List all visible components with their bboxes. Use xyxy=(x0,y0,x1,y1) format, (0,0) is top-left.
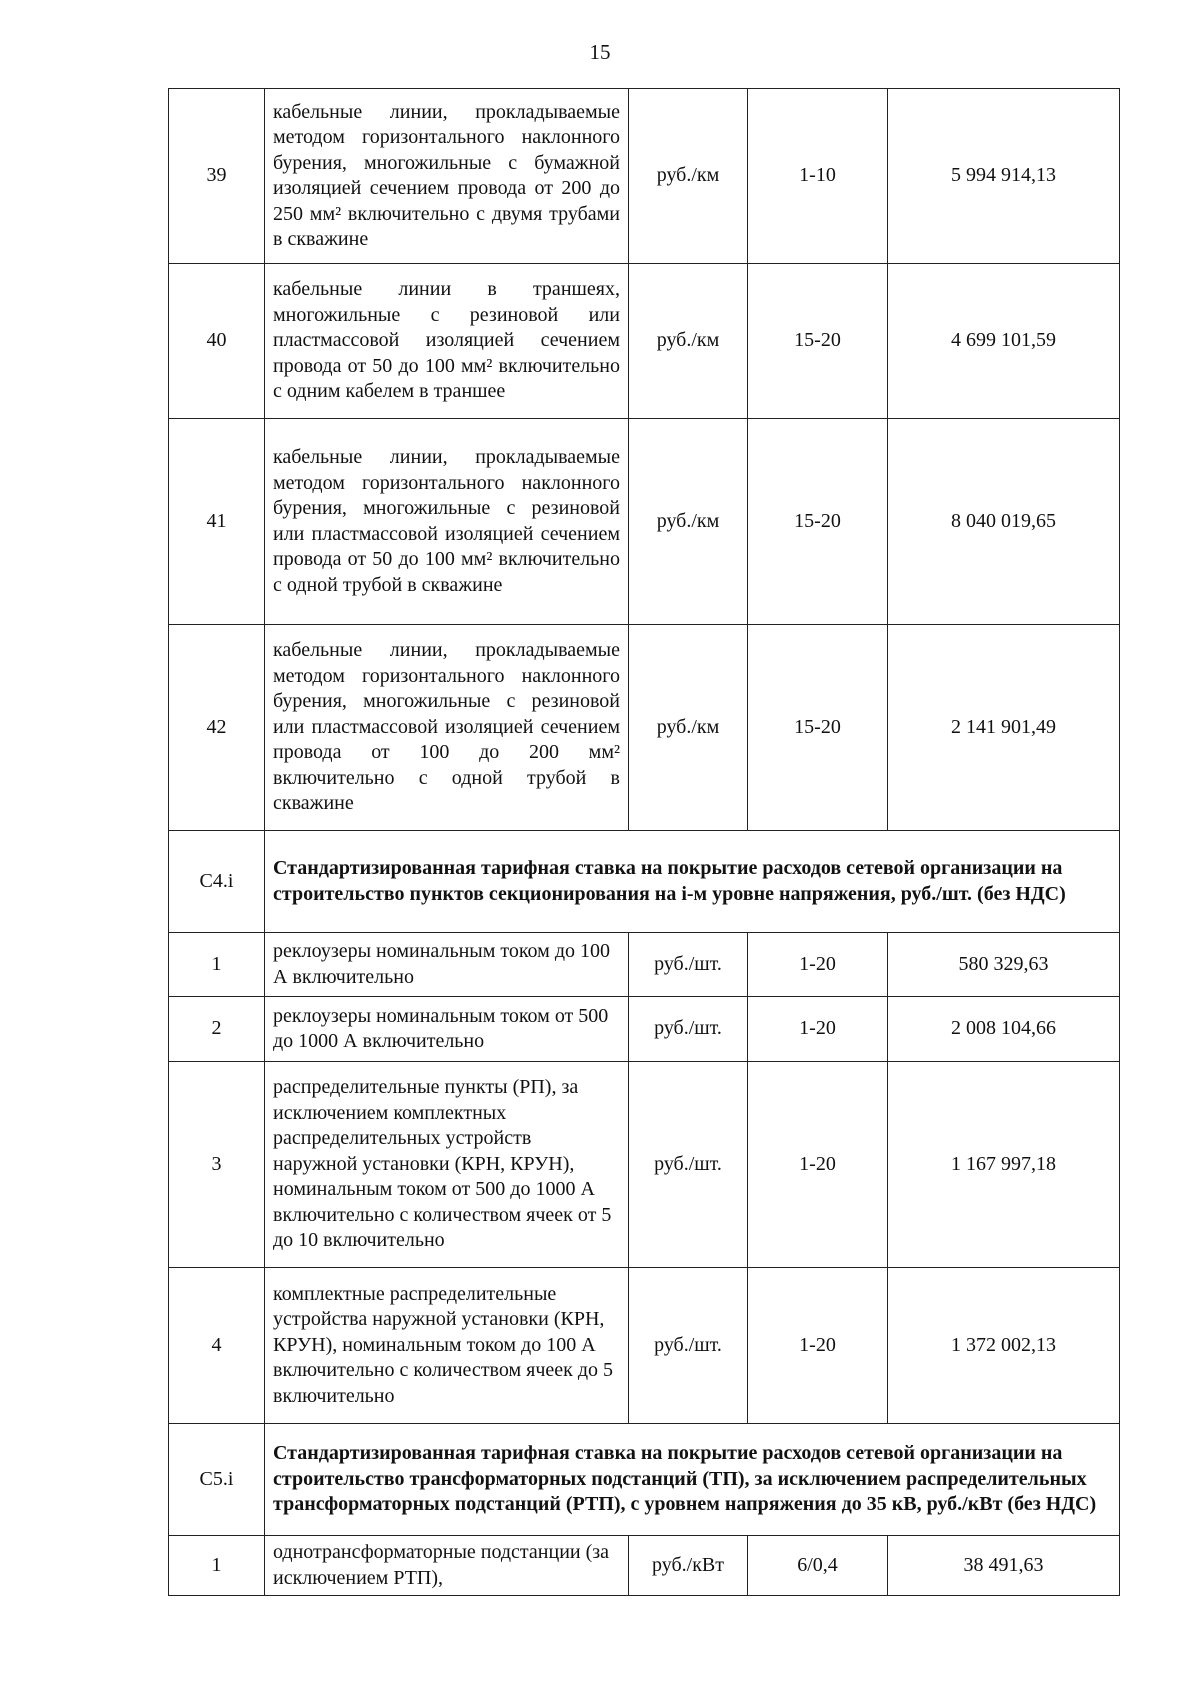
section-header-row xyxy=(169,831,1120,933)
row-description: однотрансформаторные подстанции (за исключением РТП), xyxy=(265,1536,629,1596)
row-range: 6/0,4 xyxy=(748,1536,888,1596)
table-row xyxy=(169,933,1120,997)
row-description: кабельные линии, прокладываемые методом горизонтального наклонного бурения, многожильные с бумажной изоляцией сечением провода от 200 до 250 мм² включительно с двумя трубами в скважине xyxy=(265,89,629,264)
row-range: 1-20 xyxy=(748,1062,888,1268)
row-range: 1-20 xyxy=(748,997,888,1062)
row-range: 15-20 xyxy=(748,419,888,625)
row-description: кабельные линии в траншеях, многожильные с резиновой или пластмассовой изоляцией сечением провода от 50 до 100 мм² включительно с одним кабелем в траншее xyxy=(265,264,629,419)
row-number: 42 xyxy=(169,625,265,831)
table-row xyxy=(169,419,1120,625)
row-description: комплектные распределительные устройства наружной установки (КРН, КРУН), номинальным током до 100 А включительно с количеством ячеек до 5 включительно xyxy=(265,1268,629,1424)
row-unit: руб./км xyxy=(629,89,748,264)
row-value: 1 372 002,13 xyxy=(888,1268,1120,1424)
row-number: 2 xyxy=(169,997,265,1062)
row-unit: руб./шт. xyxy=(629,1062,748,1268)
table-row xyxy=(169,625,1120,831)
page-number: 15 xyxy=(589,40,611,64)
row-unit: руб./кВт xyxy=(629,1536,748,1596)
table-row xyxy=(169,89,1120,264)
tariff-table xyxy=(168,88,1120,1596)
row-range: 1-20 xyxy=(748,933,888,997)
row-unit: руб./шт. xyxy=(629,933,748,997)
row-range: 1-10 xyxy=(748,89,888,264)
section-title: Стандартизированная тарифная ставка на покрытие расходов сетевой организации на строительство трансформаторных подстанций (ТП), за исключением распределительных трансформаторных подстанций (РТП), с уровнем напряжения до 35 кВ, руб./кВт (без НДС) xyxy=(265,1424,1120,1536)
section-title: Стандартизированная тарифная ставка на покрытие расходов сетевой организации на строительство пунктов секционирования на i-м уровне напряжения, руб./шт. (без НДС) xyxy=(265,831,1120,933)
row-number: 3 xyxy=(169,1062,265,1268)
table-row xyxy=(169,997,1120,1062)
row-value: 8 040 019,65 xyxy=(888,419,1120,625)
section-header-row xyxy=(169,1424,1120,1536)
row-unit: руб./шт. xyxy=(629,997,748,1062)
row-number: 1 xyxy=(169,933,265,997)
row-number: 41 xyxy=(169,419,265,625)
row-unit: руб./шт. xyxy=(629,1268,748,1424)
row-unit: руб./км xyxy=(629,419,748,625)
row-description: реклоузеры номинальным током до 100 А включительно xyxy=(265,933,629,997)
table-row xyxy=(169,1062,1120,1268)
row-description: реклоузеры номинальным током от 500 до 1000 А включительно xyxy=(265,997,629,1062)
row-number: 40 xyxy=(169,264,265,419)
row-value: 5 994 914,13 xyxy=(888,89,1120,264)
table-row xyxy=(169,1536,1120,1596)
row-number: 39 xyxy=(169,89,265,264)
row-description: распределительные пункты (РП), за исключением комплектных распределительных устройств наружной установки (КРН, КРУН), номинальным током от 500 до 1000 А включительно с количеством ячеек от 5 до 10 включительно xyxy=(265,1062,629,1268)
table-row xyxy=(169,1268,1120,1424)
row-number: 1 xyxy=(169,1536,265,1596)
row-range: 15-20 xyxy=(748,625,888,831)
row-range: 15-20 xyxy=(748,264,888,419)
row-unit: руб./км xyxy=(629,264,748,419)
row-value: 2 141 901,49 xyxy=(888,625,1120,831)
row-number: 4 xyxy=(169,1268,265,1424)
table-row xyxy=(169,264,1120,419)
row-value: 4 699 101,59 xyxy=(888,264,1120,419)
row-unit: руб./км xyxy=(629,625,748,831)
row-value: 2 008 104,66 xyxy=(888,997,1120,1062)
row-value: 580 329,63 xyxy=(888,933,1120,997)
section-code: С5.i xyxy=(169,1424,265,1536)
row-description: кабельные линии, прокладываемые методом горизонтального наклонного бурения, многожильные с резиновой или пластмассовой изоляцией сечением провода от 50 до 100 мм² включительно с одной трубой в скважине xyxy=(265,419,629,625)
row-description: кабельные линии, прокладываемые методом горизонтального наклонного бурения, многожильные с резиновой или пластмассовой изоляцией сечением провода от 100 до 200 мм² включительно с одной трубой в скважине xyxy=(265,625,629,831)
section-code: С4.i xyxy=(169,831,265,933)
row-value: 1 167 997,18 xyxy=(888,1062,1120,1268)
row-value: 38 491,63 xyxy=(888,1536,1120,1596)
row-range: 1-20 xyxy=(748,1268,888,1424)
